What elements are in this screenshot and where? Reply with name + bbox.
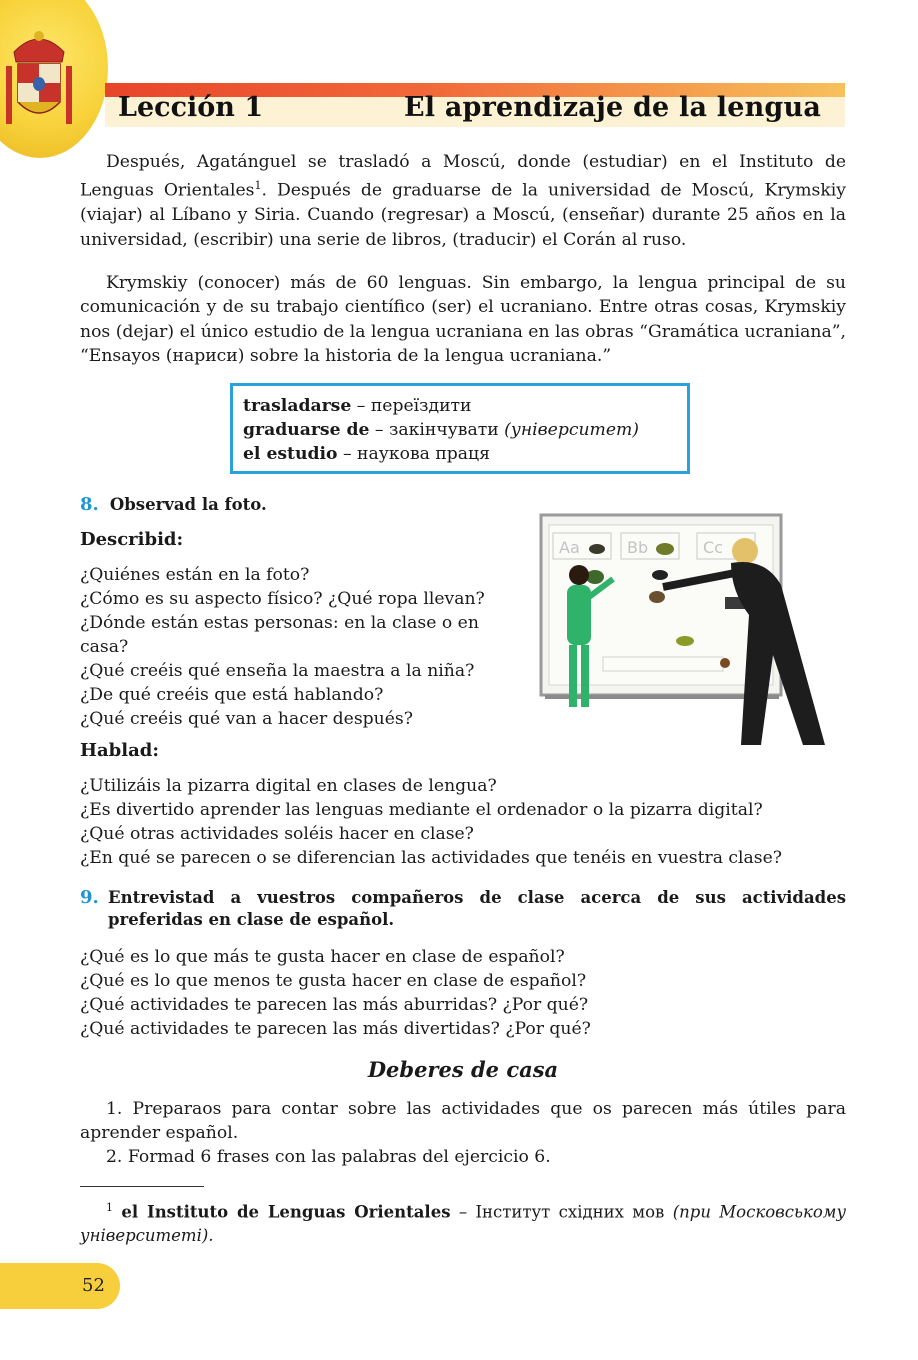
intro-text-2: Krymskiy (conocer) más de 60 lenguas. Sin embargo, la lengua principal de su comunicación y de su trabajo científico (ser) el ucraniano. Entre otras cosas, Krymskiy nos (dejar) el único estudio de la lengua ucraniana en las obras “Gramática ucraniana”, “Ensayos (нариси) sobre la historia de la lengua ucraniana.” [80, 273, 846, 366]
question-line: ¿En qué se parecen o se diferencian las actividades que tenéis en vuestra clase? [80, 848, 782, 868]
question-line: ¿Utilizáis la pizarra digital en clases de lengua? [80, 776, 497, 796]
question-line: ¿Qué creéis qué van a hacer después? [80, 709, 413, 729]
homework-title: Deberes de casa [367, 1057, 559, 1082]
question-line: ¿Qué actividades te parecen las más aburridas? ¿Por qué? [80, 995, 589, 1015]
question-line: ¿Qué es lo que menos te gusta hacer en clase de español? [80, 971, 587, 991]
question-line: ¿Qué actividades te parecen las más divertidas? ¿Por qué? [80, 1019, 591, 1039]
question-line: ¿Qué creéis qué enseña la maestra a la niña? [80, 661, 475, 681]
question-line: ¿Quiénes están en la foto? [80, 565, 310, 585]
lesson-title: El aprendizaje de la lengua [404, 92, 822, 123]
footnote: $^1$ el Instituto de Lenguas Orientales – Інститут східних мов (при Московському університеті). [80, 1201, 847, 1245]
vocab-item: trasladarse – переїздити [243, 396, 472, 416]
intro-text-1a: Después, Agatánguel se trasladó a Moscú, donde (estudiar) en el Instituto de Lenguas Orientales [80, 152, 846, 202]
speak-label: Hablad: [80, 740, 159, 761]
question-line: ¿Qué es lo que más te gusta hacer en clase de español? [80, 947, 565, 967]
board-label: Cc [703, 538, 723, 557]
footnote-ref: 1 [254, 179, 262, 193]
homework-item-2: 2. Formad 6 frases con las palabras del ejercicio 6. [106, 1147, 551, 1167]
board-label: Bb [627, 538, 649, 557]
lesson-number: Lección 1 [118, 92, 264, 123]
interactive-whiteboard-illustration [535, 505, 845, 755]
classroom-photo [535, 505, 845, 755]
exercise-number: 8. [80, 494, 99, 515]
footnote-rule [80, 1186, 204, 1187]
coat-of-arms-icon [0, 22, 80, 132]
describe-questions [80, 563, 485, 731]
exercise-title: Entrevistad a vuestros compañeros de clase acerca de sus actividades preferidas en clase de español. [108, 888, 846, 929]
question-line: ¿De qué creéis que está hablando? [80, 685, 384, 705]
vocab-item: graduarse de – закінчувати (університет) [243, 420, 639, 440]
speak-questions [80, 774, 782, 870]
page-number: 52 [82, 1275, 105, 1296]
describe-label: Describid: [80, 529, 184, 550]
exercise-8-heading [80, 494, 267, 515]
vocab-item: el estudio – наукова праця [243, 444, 490, 464]
question-line: ¿Es divertido aprender las lenguas mediante el ordenador o la pizarra digital? [80, 800, 763, 820]
intro-paragraph-2 [80, 271, 846, 368]
question-line: ¿Dónde están estas personas: en la clase o en [80, 613, 479, 633]
question-line: casa? [80, 637, 129, 657]
board-label: Aa [559, 538, 580, 557]
interview-questions [80, 945, 591, 1041]
vocabulary-box [230, 383, 690, 474]
homework-item-1: 1. Preparaos para contar sobre las actividades que os parecen más útiles para aprender español. [80, 1099, 846, 1144]
intro-text-1b: . Después de graduarse de la universidad de Moscú, Krymskiy (viajar) al Líbano y Siria. Cuando (regresar) a Moscú, (enseñar) durante 25 años en la universidad, (escribir) una serie de libros, (traducir) el Corán al ruso. [80, 181, 846, 250]
exercise-title: Observad la foto. [109, 495, 267, 514]
exercise-9-heading [80, 887, 846, 931]
exercise-number: 9. [80, 887, 99, 908]
question-line: ¿Cómo es su aspecto físico? ¿Qué ropa llevan? [80, 589, 485, 609]
question-line: ¿Qué otras actividades soléis hacer en clase? [80, 824, 474, 844]
intro-paragraph-1 [80, 150, 846, 252]
